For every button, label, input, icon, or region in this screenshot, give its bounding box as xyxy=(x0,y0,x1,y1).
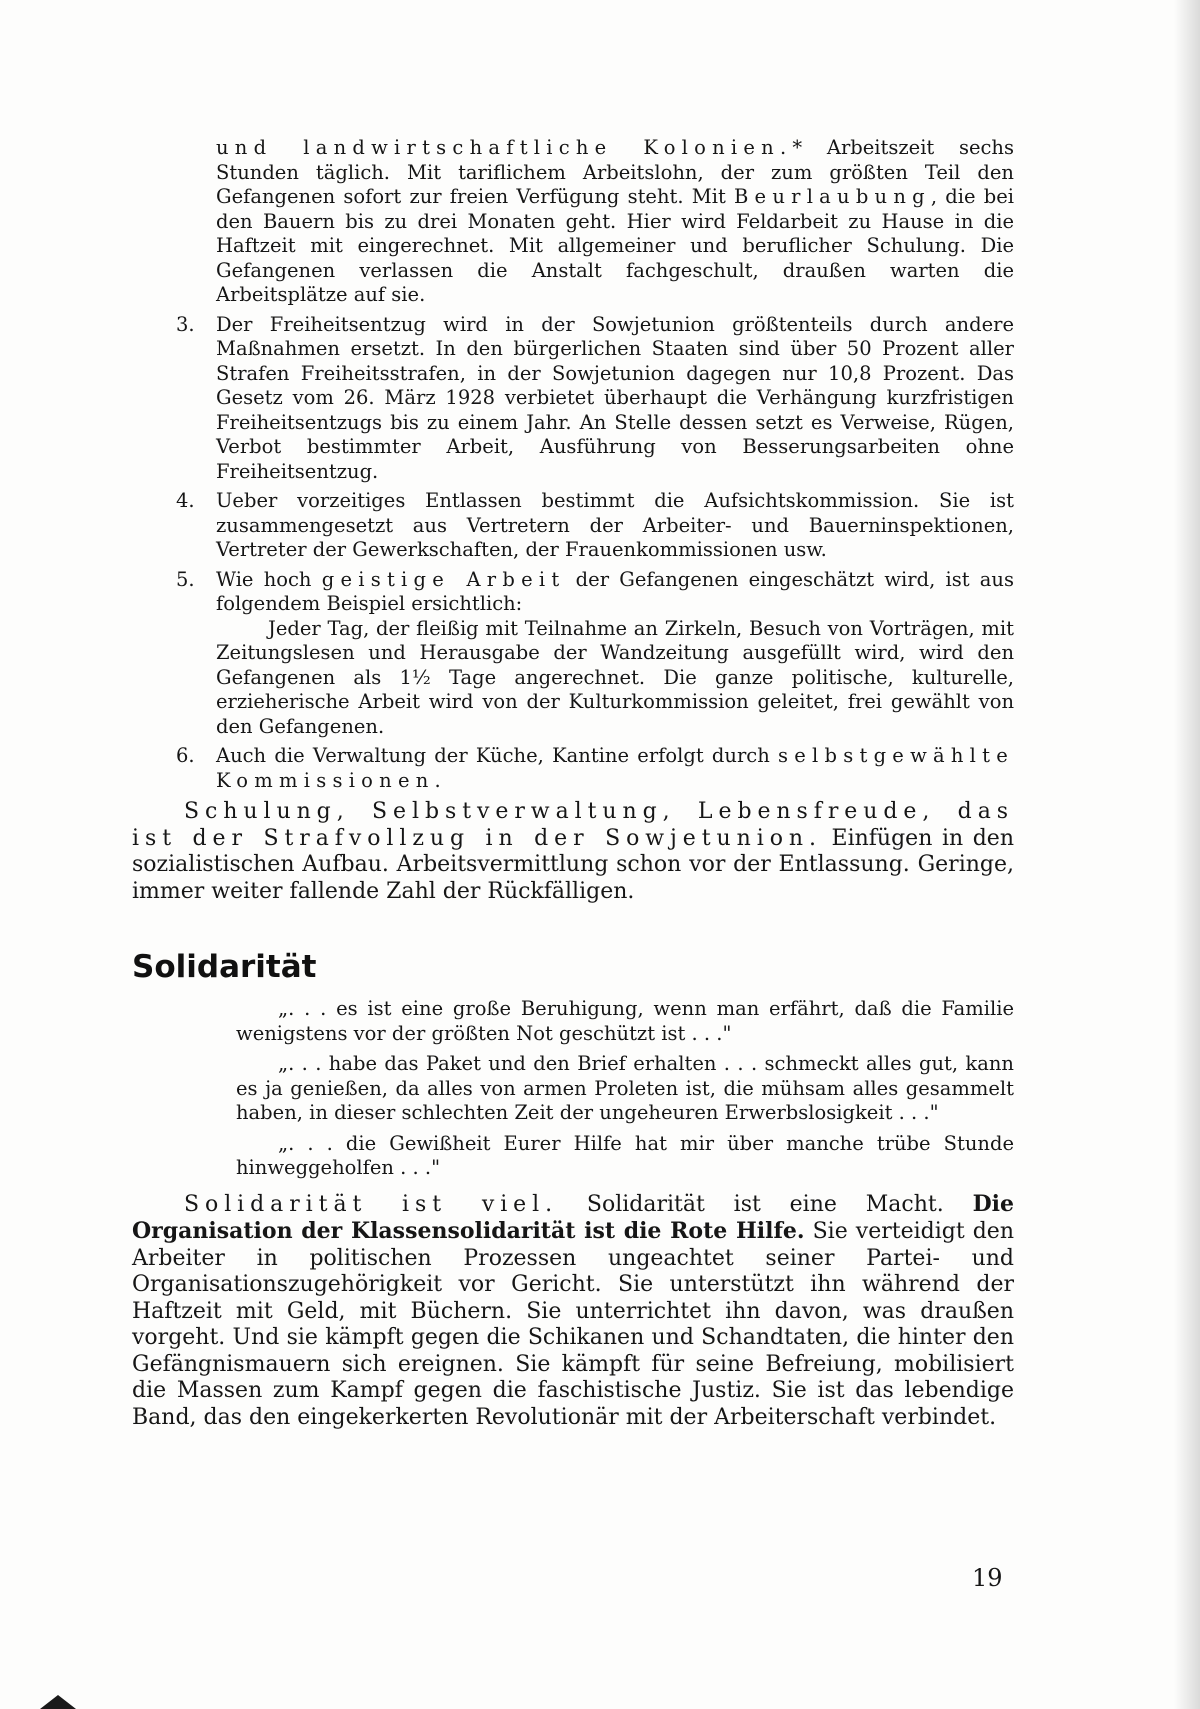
list-item xyxy=(132,313,1014,485)
continuation-paragraph xyxy=(132,136,1014,308)
list-item-number: 5. xyxy=(176,567,195,591)
paragraph-text: Solidarität ist eine Macht. xyxy=(558,1191,973,1217)
list-item-text-part: Wie hoch xyxy=(216,567,322,591)
summary-paragraph xyxy=(132,799,1014,905)
paragraph-text: Einfügen in den sozialistischen Aufbau. Arbeitsvermittlung schon vor der Entlassung. Geringe, immer weiter fallende Zahl der Rückfälligen. xyxy=(132,825,1014,904)
scan-edge-shadow xyxy=(1174,0,1200,1709)
paragraph-text: Sie verteidigt den Arbeiter in politischen Prozessen ungeachtet seiner Partei- und Organisationszugehörigkeit vor Gericht. Sie unterstützt ihn während der Haftzeit mit Geld, mit Büchern. Sie unterrichtet ihn davon, was draußen vorgeht. Und sie kämpft gegen die Schikanen und Schandtaten, die hinter den Gefängnismauern sich ereignen. Sie kämpft für seine Befreiung, mobilisiert die Massen zum Kampf gegen die faschistische Justiz. Sie ist das lebendige Band, das den eingekerkerten Revolutionär mit der Arbeiterschaft verbindet. xyxy=(132,1219,1014,1430)
list-item-text xyxy=(216,744,1014,793)
spaced-phrase: Schulung, Selbstverwaltung, Lebensfreude, das ist der Strafvollzug in der Sowjetunion. xyxy=(132,799,1014,851)
list-item-text xyxy=(216,568,1014,617)
page-body xyxy=(132,136,1014,1431)
spaced-phrase: und landwirtschaftliche Kolonien. xyxy=(216,136,793,159)
quote-paragraph: „. . . es ist eine große Beruhigung, wenn man erfährt, daß die Familie wenigstens vor der größten Not geschützt ist . . ." xyxy=(236,997,1014,1045)
spaced-phrase: selbstgewählte Kommissionen xyxy=(216,744,1014,792)
list-item-number: 4. xyxy=(176,489,195,512)
list-item-text-part: Auch die Verwaltung der Küche, Kantine erfolgt durch xyxy=(216,744,779,767)
closing-paragraph xyxy=(132,1191,1014,1432)
page-number: 19 xyxy=(972,1564,1003,1592)
list-item-text-part: . xyxy=(434,768,441,792)
list-item-text: Der Freiheitsentzug wird in der Sowjetunion größtenteils durch andere Maßnahmen ersetzt. In den bürgerlichen Staaten sind über 50 Prozent aller Strafen Freiheitsstrafen, in der Sowjetunion dagegen nur 10,8 Prozent. Das Gesetz vom 26. März 1928 verbietet überhaupt die Verhängung kurzfristigen Freiheitsentzugs bis zu einem Jahr. An Stelle dessen setzt es Verweise, Rügen, Verbot bestimmter Arbeit, Ausführung von Besserungsarbeiten ohne Freiheitsentzug. xyxy=(216,312,1014,483)
quote-paragraph: „. . . habe das Paket und den Brief erhalten . . . schmeckt alles gut, kann es ja genießen, da alles von armen Proleten ist, die mühsam alles gesammelt haben, in dieser schlechten Zeit der ungeheuren Erwerbslosigkeit . . ." xyxy=(236,1052,1014,1124)
list-item-text: Ueber vorzeitiges Entlassen bestimmt die Aufsichtskommission. Sie ist zusammengesetzt aus Vertretern der Arbeiter- und Bauerninspektionen, Vertreter der Gewerkschaften, der Frauenkommissionen usw. xyxy=(216,489,1014,561)
scan-edge-mark xyxy=(40,1695,76,1709)
list-item xyxy=(132,744,1014,793)
footnote-mark: * xyxy=(792,136,803,159)
quote-block xyxy=(132,997,1014,1181)
list-item xyxy=(132,568,1014,740)
section-heading: Solidarität xyxy=(132,949,317,985)
paragraph-text: , die bei den Bauern bis zu drei Monaten geht. Hier wird Feldarbeit zu Hause in die Haftzeit mit eingerechnet. Mit allgemeiner und beruflicher Schulung. Die Gefangenen verlassen die Anstalt fachgeschult, draußen warten die Arbeitsplätze auf sie. xyxy=(216,185,1014,306)
quote-paragraph: „. . . die Gewißheit Eurer Hilfe hat mir über manche trübe Stunde hinweggeholfen . . ." xyxy=(236,1131,1014,1179)
list-item xyxy=(132,489,1014,563)
list-item-text-part: der Gefangenen eingeschätzt wird, ist aus folgendem Beispiel ersichtlich: xyxy=(216,567,1014,615)
spaced-phrase: Solidarität ist viel. xyxy=(184,1191,559,1217)
example-paragraph: Jeder Tag, der fleißig mit Teilnahme an Zirkeln, Besuch von Vorträgen, mit Zeitungslesen und Herausgabe der Wandzeitung ausgefüllt wird, wird den Gefangenen als 1½ Tage angerechnet. Die ganze politische, kulturelle, erzieherische Arbeit wird von der Kulturkommission geleitet, frei gewählt von den Gefangenen. xyxy=(216,616,1014,738)
paragraph-text: Arbeitszeit sechs Stunden täglich. Mit tariflichem Arbeitslohn, der zum größten Teil den Gefangenen sofort zur freien Verfügung steht. Mit xyxy=(216,136,1014,208)
spaced-word: Beurlaubung xyxy=(733,185,931,208)
list-item-number: 6. xyxy=(176,744,195,767)
list-item-number: 3. xyxy=(176,312,195,336)
emphasis-text: Die Organisation der Klassensolidarität ist die Rote Hilfe. xyxy=(132,1190,1014,1244)
spaced-phrase: geistige Arbeit xyxy=(321,567,566,591)
